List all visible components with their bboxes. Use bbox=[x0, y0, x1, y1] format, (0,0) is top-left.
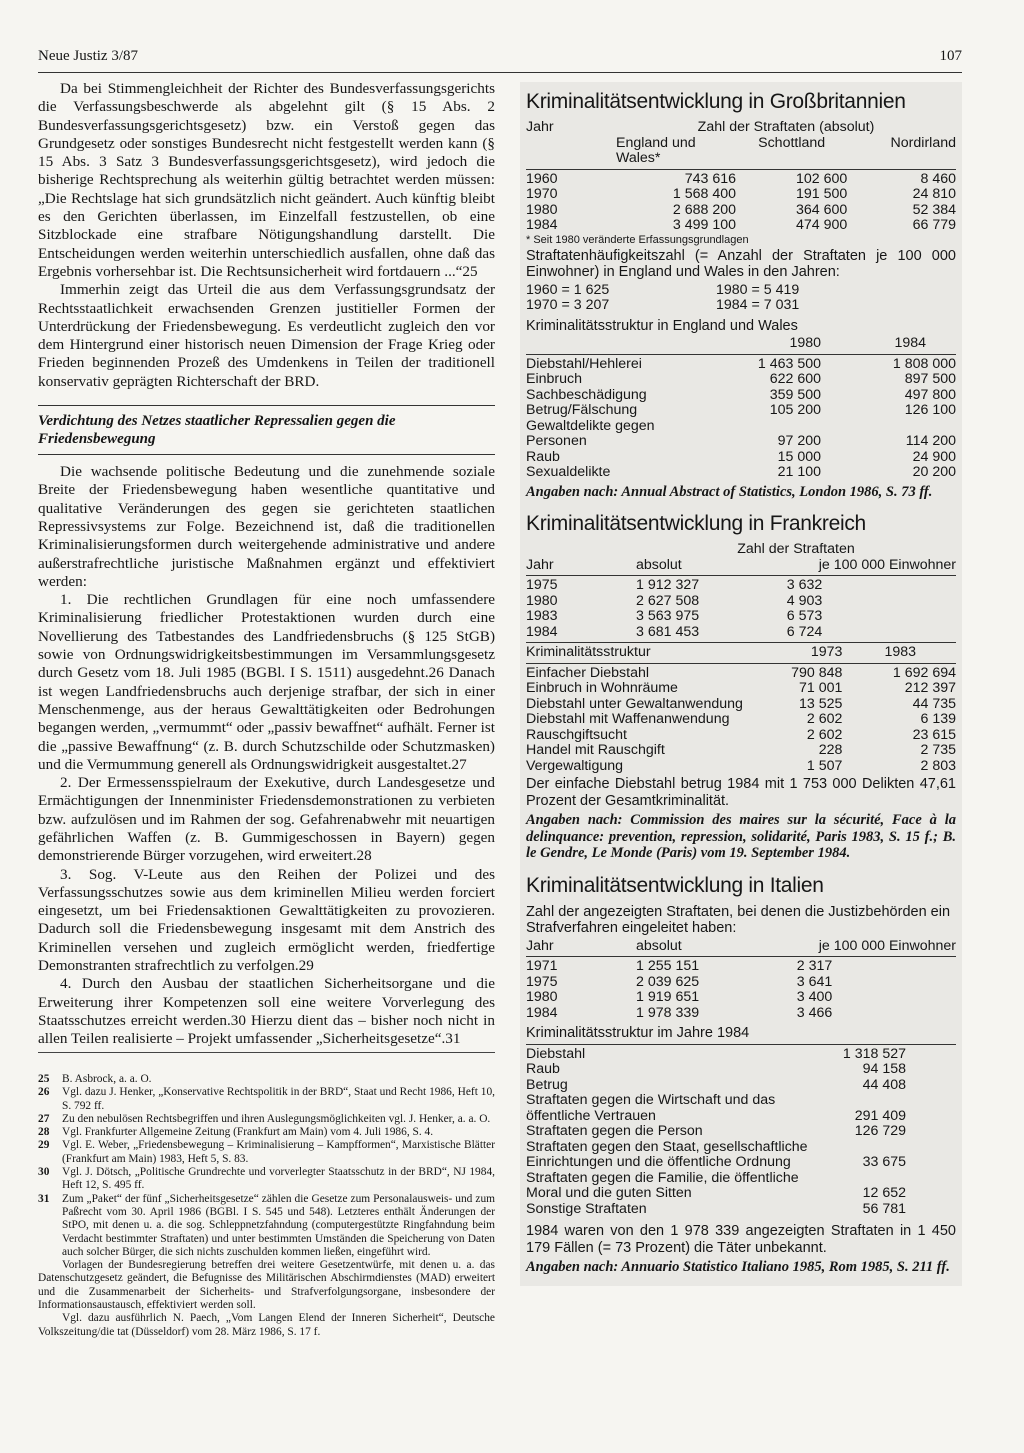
footnote-continuation: Vorlagen der Bundesregierung betreffen drei weitere Gesetzentwürfe, mit denen u. a. das Datenschutzgesetz geändert, die Befugnisse des Militärischen Abschirmdienstes (MAD) erweitert und die Zusammenarbeit der Sicherheits- und Strafverfolgungsorgane, insbesondere der Informationsaustausch, effektiviert werden soll. bbox=[38, 1259, 495, 1312]
left-column bbox=[38, 80, 495, 1049]
fr-section bbox=[526, 512, 956, 862]
fr-title: Kriminalitätsentwicklung in Frankreich bbox=[526, 512, 866, 535]
it-structure-table bbox=[526, 1047, 956, 1218]
section-heading-text: Verdichtung des Netzes staatlicher Repressalien gegen die Friedensbewegung bbox=[38, 413, 396, 448]
table-row: Einbruch 622 600 897 500 bbox=[526, 371, 956, 387]
fr-structure-table bbox=[526, 645, 956, 774]
table-header: Jahr Zahl der Straftaten (absolut) bbox=[526, 119, 875, 135]
footnote: 25 B. Asbrock, a. a. O. bbox=[38, 1073, 152, 1085]
it-section bbox=[526, 874, 956, 1276]
table-row: Einbruch in Wohnräume 71 001 212 397 bbox=[526, 680, 956, 696]
gb-source: Angaben nach: Annual Abstract of Statistics, London 1986, S. 73 ff. bbox=[526, 483, 933, 500]
it-source: Angaben nach: Annuario Statistico Italiano 1985, Rom 1985, S. 211 ff. bbox=[526, 1259, 950, 1275]
table-row: 1980 2 627 508 4 903 bbox=[526, 592, 823, 609]
paragraph: Immerhin zeigt das Urteil die aus dem Verfassungsgrundsatz der Rechtsstaatlichkeit erwachsenden Grenzen justitieller Formen der Unterdrückung der Friedensbewegung. Es verdeutlicht zugleich den vor dem Hintergrund einer historisch neuen Dimension der Frage Krieg oder Frieden beginnenden Prozeß des Umdenkens in Teilen der traditionell konservativ geprägten Richterschaft der BRD. bbox=[38, 281, 495, 390]
it-table bbox=[526, 939, 956, 1022]
journal-issue: Neue Justiz 3/87 bbox=[38, 48, 138, 64]
section-heading bbox=[38, 405, 495, 455]
paragraph: Da bei Stimmengleichheit der Richter des Bundesverfassungsgerichts die Verfassungsbeschwerde als abgelehnt gilt (§ 15 Abs. 2 Bundesverfassungsgerichtsgesetz) bzw. ein Verstoß gegen das Grundgesetz oder sonstiges Bundesrecht nicht festgestellt werden kann (§ 15 Abs. 3 Satz 3 Bundesverfassungsgerichtsgesetz), wird jedoch die bisherige Rechtsprechung als weiterhin gültig betrachtet werden müssen: „Die Rechtslage hat sich grundsätzlich nicht geändert. Auch künftig bleibt es den Gerichten überlassen, im Einzelfall festzustellen, ob eine Sitzblockade eine strafbare Nötigungshandlung darstellt. Die Entscheidungen werden weiterhin unterschiedlich ausfallen, ohne daß das Ergebnis vorhersehbar ist. Die Rechtsunsicherheit wird fortdauern ...“25 bbox=[38, 80, 495, 280]
gb-frequency-values: 1960 = 1 625 1980 = 5 419 1970 = 3 207 1984 = 7 031 bbox=[526, 281, 800, 313]
table-row: Straftaten gegen den Staat, gesellschaftliche Einrichtungen und die öffentliche Ordnung 33 675 bbox=[526, 1138, 906, 1170]
paragraph: 2. Der Ermessensspielraum der Exekutive, durch Landesgesetze und Ermächtigungen der Innenminister Friedensdemonstrationen zu verbieten bzw. aufzulösen und im Rahmen der sog. Gefahrenabwehr mit neuartigen gefährlichen Waffen (z. B. Gummigeschossen in Bayern) gegen demonstrierende Bürger vorzugehen, wird erweitert.28 bbox=[38, 774, 495, 865]
footnote: 30 Vgl. J. Dötsch, „Politische Grundrechte und vorverlegter Staatsschutz in der BRD“, NJ 1984, Heft 12, S. 495 ff. bbox=[38, 1166, 495, 1192]
divider bbox=[526, 1044, 956, 1045]
page-number: 107 bbox=[939, 48, 962, 64]
divider bbox=[526, 575, 956, 576]
table-row: Rauschgiftsucht 2 602 23 615 bbox=[526, 726, 956, 743]
footnote: 26 Vgl. dazu J. Henker, „Konservative Rechtspolitik in der BRD“, Staat und Recht 1986, Heft 10, S. 792 ff. bbox=[38, 1086, 495, 1112]
table-row: Sonstige Straftaten 56 781 bbox=[526, 1200, 906, 1217]
table-header: Zahl der Straftaten bbox=[737, 541, 855, 557]
fr-text: Der einfache Diebstahl betrug 1984 mit 1 753 000 Delikten 47,61 Prozent der Gesamtkriminalität. bbox=[526, 776, 956, 809]
table-row: Diebstahl 1 318 527 bbox=[526, 1045, 906, 1062]
it-structure-heading: Kriminalitätsstruktur im Jahre 1984 bbox=[526, 1025, 750, 1041]
divider bbox=[526, 354, 956, 355]
table-row: Personen 97 200 114 200 bbox=[526, 433, 956, 449]
table-row: Gewaltdelikte gegen bbox=[526, 417, 655, 434]
table-header: 1980 1984 bbox=[789, 335, 926, 351]
table-row: Vergewaltigung 1 507 2 803 bbox=[526, 757, 956, 774]
table-row: 1984 3 681 453 6 724 bbox=[526, 623, 823, 640]
table-row: 1970 1 568 400 191 500 24 810 bbox=[526, 186, 956, 202]
gb-structure-table bbox=[526, 336, 956, 481]
gb-note: * Seit 1980 veränderte Erfassungsgrundlagen bbox=[526, 233, 749, 246]
table-row: 1975 2 039 625 3 641 bbox=[526, 973, 833, 990]
table-row: 1975 1 912 327 3 632 bbox=[526, 577, 823, 593]
table-header: Jahr absolut je 100 000 Einwohner bbox=[526, 556, 956, 573]
table-row: Diebstahl mit Waffenanwendung 2 602 6 139 bbox=[526, 711, 956, 727]
footnote: 31 Zum „Paket“ der fünf „Sicherheitsgesetze“ zählen die Gesetze zum Personalausweis- und zum Paßrecht vom 30. April 1986 (BGBl. I S. 545 und 548). Letzteres enthält Änderungen der StPO, mit denen u. a. die sog. Schleppnetzfahndung (computergestützte Ringfahndung beim Verdacht bestimmter Straftaten) und unter bestimmten Umständen die Speicherung von Daten auch solcher Bürger, die sich nichts zuschulden kommen ließen, eingeführt wird. bbox=[38, 1192, 495, 1258]
table-header: Kriminalitätsstruktur 1973 1983 bbox=[526, 644, 916, 660]
it-subtitle: Zahl der angezeigten Straftaten, bei denen die Justizbehörden ein Strafverfahren eingeleitet haben: bbox=[526, 903, 951, 936]
divider bbox=[526, 642, 956, 643]
table-row: 1960 743 616 102 600 8 460 bbox=[526, 170, 956, 187]
table-header: England und Wales* Schottland Nordirland bbox=[616, 134, 956, 166]
page-header bbox=[38, 48, 962, 73]
fr-source: Angaben nach: Commission des maires sur la sécurité, Face à la delinquance: prevention, repression, solidarité, Paris 1983, S. 15 f.; B. le Gendre, Le Monde (Paris) vom 19. September 1984. bbox=[526, 812, 956, 861]
table-row: Handel mit Rauschgift 228 2 735 bbox=[526, 742, 956, 758]
table-header: Jahr absolut je 100 000 Einwohner bbox=[526, 937, 956, 954]
table-row: Betrug/Fälschung 105 200 126 100 bbox=[526, 402, 956, 418]
gb-title: Kriminalitätsentwicklung in Großbritannien bbox=[526, 90, 906, 113]
table-row: Sexualdelikte 21 100 20 200 bbox=[526, 464, 956, 480]
fr-table bbox=[526, 542, 956, 640]
table-row: 1971 1 255 151 2 317 bbox=[526, 958, 833, 974]
table-row: Raub 94 158 bbox=[526, 1061, 906, 1077]
table-row: Betrug 44 408 bbox=[526, 1076, 906, 1093]
footnote: 27 Zu den nebulösen Rechtsbegriffen und ihren Auslegungsmöglichkeiten vgl. J. Henker, a. a. O. bbox=[38, 1112, 491, 1125]
paragraph: 3. Sog. V-Leute aus den Reihen der Polizei und des Verfassungsschutzes sowie aus dem kriminellen Milieu werden forciert eingesetzt, um bei Friedensaktionen Gewalttätigkeiten zu provozieren. Dadurch soll die Friedensbewegung insgesamt mit dem Anstrich des Kriminellen versehen und zugleich ermöglicht werden, friedfertige Demonstranten strafrechtlich zu verfolgen.29 bbox=[38, 865, 495, 975]
table-row: Diebstahl/Hehlerei 1 463 500 1 808 000 bbox=[526, 355, 956, 372]
statistics-sidebar bbox=[520, 82, 962, 1286]
paragraph: Die wachsende politische Bedeutung und die zunehmende soziale Breite der Friedensbewegung haben wesentliche quantitative und qualitative Veränderungen des gegen sie gerichteten staatlichen Repressivsystems zur Folge. Bezeichnend ist, daß die traditionellen Kriminalisierungsformen durch weitergehende administrative und andere außerstrafrechtliche juristische Maßnahmen ergänzt und effektiviert werden: bbox=[38, 463, 495, 590]
table-row: 1983 3 563 975 6 573 bbox=[526, 608, 823, 624]
gb-structure-heading: Kriminalitätsstruktur in England und Wales bbox=[526, 317, 798, 334]
table-row: Straftaten gegen die Wirtschaft und das öffentliche Vertrauen 291 409 bbox=[526, 1092, 906, 1124]
table-row: 1980 1 919 651 3 400 bbox=[526, 989, 833, 1005]
table-row: Raub 15 000 24 900 bbox=[526, 448, 956, 465]
table-row: 1984 1 978 339 3 466 bbox=[526, 1004, 833, 1021]
divider bbox=[526, 169, 956, 170]
footnotes bbox=[38, 1052, 495, 1339]
table-row: Sachbeschädigung 359 500 497 800 bbox=[526, 386, 956, 403]
it-title: Kriminalitätsentwicklung in Italien bbox=[526, 873, 824, 897]
footnote: 29 Vgl. E. Weber, „Friedensbewegung – Kriminalisierung – Kampfformen“, Marxistische Blätter (Frankfurt am Main) 1983, Heft 5, S. 83. bbox=[38, 1139, 495, 1165]
footnote: 28 Vgl. Frankfurter Allgemeine Zeitung (Frankfurt am Main) vom 4. Juli 1986, S. 4. bbox=[38, 1126, 434, 1139]
table-row: Straftaten gegen die Familie, die öffentliche Moral und die guten Sitten 12 652 bbox=[526, 1169, 906, 1201]
table-row: 1980 2 688 200 364 600 52 384 bbox=[526, 201, 956, 218]
table-row: Straftaten gegen die Person 126 729 bbox=[526, 1123, 906, 1139]
gb-table bbox=[526, 120, 956, 234]
divider bbox=[526, 956, 956, 957]
paragraph: 4. Durch den Ausbau der staatlichen Sicherheitsorgane und die Erweiterung ihrer Kompetenzen soll eine weitere Vorverlegung des Staatsschutzes erreicht werden.30 Hierzu dient das – bisher noch nicht in allen Teilen realisierte – Projekt umfassender „Sicherheitsgesetze“.31 bbox=[38, 975, 495, 1048]
table-row: Einfacher Diebstahl 790 848 1 692 694 bbox=[526, 664, 956, 681]
footnote-continuation: Vgl. dazu ausführlich N. Paech, „Vom Langen Elend der Inneren Sicherheit“, Deutsche Volkszeitung/die tat (Düsseldorf) vom 28. März 1986, S. 17 f. bbox=[38, 1312, 495, 1338]
paragraph: 1. Die rechtlichen Grundlagen für eine noch umfassendere Kriminalisierung friedlicher Protestaktionen wurden durch eine Novellierung des Tatbestandes des Landfriedensbruchs (§ 125 StGB) sowie von Ordnungswidrigkeitsbestimmungen im Versammlungsgesetz durch Gesetz vom 18. Juli 1985 (BGBl. I S. 1511) ausgedehnt.26 Danach ist wegen Landfriedensbruchs auch derjenige strafbar, der sich in einer Menschenmenge, aus der heraus Gewalttätigkeiten oder Bedrohungen begangen werden, „vermummt“ oder „passiv bewaffnet“ aufhält. Ferner ist die „passive Bewaffnung“ (z. B. durch Schutzschilde oder Schutzmasken) und die Vermummung generell als Ordnungswidrigkeit ausgestaltet.27 bbox=[38, 591, 495, 773]
section-divider bbox=[38, 454, 495, 455]
gb-section bbox=[526, 90, 956, 500]
gb-frequency-text: Straftatenhäufigkeitszahl (= Anzahl der Straftaten je 100 000 Einwohner) in England und Wales in den Jahren: bbox=[526, 247, 956, 280]
divider bbox=[526, 663, 956, 664]
table-row: 1984 3 499 100 474 900 66 779 bbox=[526, 217, 956, 233]
it-text: 1984 waren von den 1 978 339 angezeigten Straftaten in 1 450 179 Fällen (= 73 Prozent) die Täter unbekannt. bbox=[526, 1223, 956, 1256]
table-row: Diebstahl unter Gewaltanwendung 13 525 44 735 bbox=[526, 695, 956, 712]
